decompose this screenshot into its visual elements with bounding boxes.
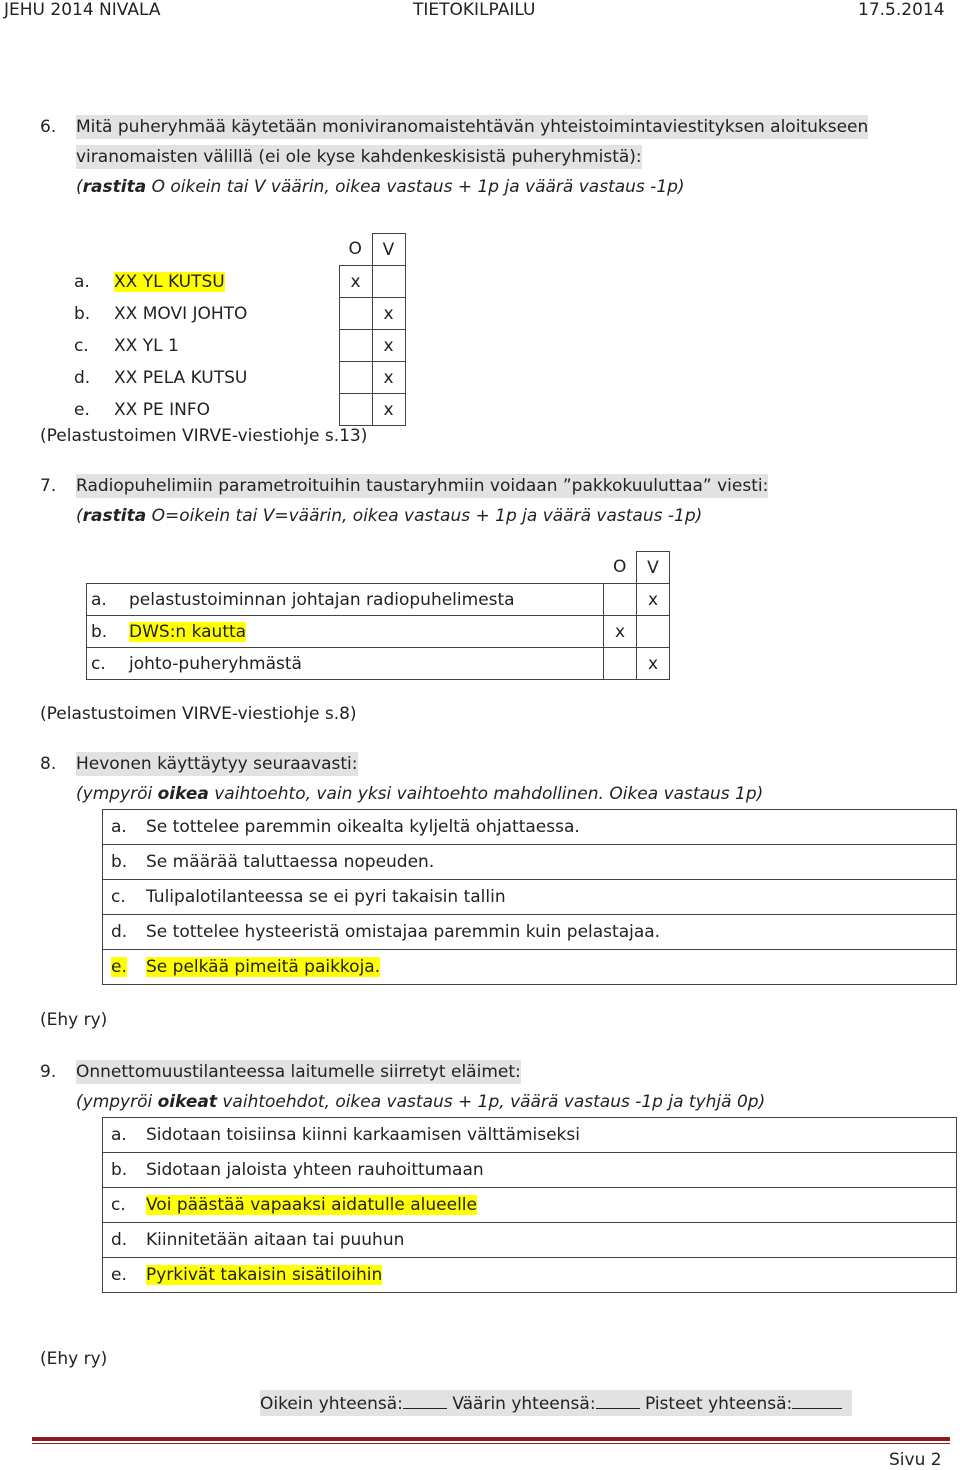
table-row: c. johto-puheryhmästä x — [87, 648, 670, 680]
q8-number: 8. — [40, 754, 57, 774]
total-correct-blank[interactable] — [403, 1392, 447, 1409]
q8-title: Hevonen käyttäytyy seuraavasti: — [76, 754, 358, 774]
total-points-blank[interactable] — [792, 1392, 842, 1409]
header-center: TIETOKILPAILU — [413, 0, 536, 20]
totals-bar — [260, 1390, 852, 1416]
q9-source: (Ehy ry) — [40, 1349, 108, 1369]
table-row: a. pelastustoiminnan johtajan radiopuhelimesta x — [87, 584, 670, 616]
q7-col-v: V — [637, 552, 670, 584]
q6-o-cell[interactable]: x — [339, 266, 372, 298]
q7-answer-table — [86, 551, 670, 680]
q7-o-cell[interactable] — [604, 584, 637, 616]
page-number: Sivu 2 — [889, 1450, 942, 1470]
q6-col-o: O — [348, 239, 362, 260]
total-wrong-label: Väärin yhteensä: — [452, 1394, 596, 1414]
list-item[interactable]: a. Sidotaan toisiinsa kiinni karkaamisen välttämiseksi — [103, 1118, 957, 1153]
q6-answer-table — [74, 233, 406, 426]
table-row: b. DWS:n kautta x — [87, 616, 670, 648]
q6-v-cell[interactable]: x — [372, 362, 405, 394]
list-item[interactable]: e. Pyrkivät takaisin sisätiloihin — [103, 1258, 957, 1293]
q6-v-cell[interactable]: x — [372, 298, 405, 330]
list-item[interactable]: b. Se määrää taluttaessa nopeuden. — [103, 845, 957, 880]
q6-instructions: (rastita O oikein tai V väärin, oikea vastaus + 1p ja väärä vastaus -1p) — [76, 177, 685, 197]
total-points-label: Pisteet yhteensä: — [644, 1394, 793, 1414]
q9-options-table — [102, 1117, 957, 1293]
q6-source: (Pelastustoimen VIRVE-viestiohje s.13) — [40, 426, 368, 446]
q6-v-cell[interactable]: x — [372, 330, 405, 362]
list-item[interactable]: d. Se tottelee hysteeristä omistajaa paremmin kuin pelastajaa. — [103, 915, 957, 950]
q9-number: 9. — [40, 1062, 57, 1082]
footer-rule-thick — [32, 1437, 950, 1441]
q7-v-cell[interactable]: x — [637, 648, 670, 680]
q7-number: 7. — [40, 476, 57, 496]
list-item[interactable]: a. Se tottelee paremmin oikealta kyljeltä ohjattaessa. — [103, 810, 957, 845]
q6-title-line1: Mitä puheryhmää käytetään moniviranomaistehtävän yhteistoimintaviestityksen aloitukseen — [76, 117, 869, 137]
q6-col-v: V — [372, 234, 405, 266]
q9-title: Onnettomuustilanteessa laitumelle siirretyt eläimet: — [76, 1062, 521, 1082]
q6-o-cell[interactable] — [339, 394, 372, 426]
list-item[interactable]: d. Kiinnitetään aitaan tai puuhun — [103, 1223, 957, 1258]
q7-col-o: O — [604, 552, 637, 584]
q6-title-line2: viranomaisten välillä (ei ole kyse kahdenkeskisistä puheryhmistä): — [76, 147, 642, 167]
q6-o-cell[interactable] — [339, 330, 372, 362]
q7-title: Radiopuhelimiin parametroituihin taustaryhmiin voidaan ”pakkokuuluttaa” viesti: — [76, 476, 769, 496]
q7-instructions: (rastita O=oikein tai V=väärin, oikea vastaus + 1p ja väärä vastaus -1p) — [76, 506, 703, 526]
total-wrong-blank[interactable] — [596, 1392, 640, 1409]
header-right: 17.5.2014 — [858, 0, 945, 20]
list-item[interactable]: c. Voi päästää vapaaksi aidatulle alueelle — [103, 1188, 957, 1223]
list-item[interactable]: c. Tulipalotilanteessa se ei pyri takaisin tallin — [103, 880, 957, 915]
table-row: c. XX YL 1 x — [74, 330, 405, 362]
q7-o-cell[interactable]: x — [604, 616, 637, 648]
q6-v-cell[interactable] — [372, 266, 405, 298]
table-row: b. XX MOVI JOHTO x — [74, 298, 405, 330]
total-correct-label: Oikein yhteensä: — [260, 1394, 403, 1414]
q6-o-cell[interactable] — [339, 298, 372, 330]
footer-rule-thin — [32, 1443, 950, 1444]
q8-source: (Ehy ry) — [40, 1010, 108, 1030]
q7-v-cell[interactable] — [637, 616, 670, 648]
q6-number: 6. — [40, 117, 57, 137]
list-item[interactable]: b. Sidotaan jaloista yhteen rauhoittumaan — [103, 1153, 957, 1188]
table-row: e. XX PE INFO x — [74, 394, 405, 426]
q9-instructions: (ympyröi oikeat vaihtoehdot, oikea vastaus + 1p, väärä vastaus -1p ja tyhjä 0p) — [76, 1092, 766, 1112]
table-row: a. XX YL KUTSU x — [74, 266, 405, 298]
q6-o-cell[interactable] — [339, 362, 372, 394]
list-item[interactable]: e. Se pelkää pimeitä paikkoja. — [103, 950, 957, 985]
q8-options-table — [102, 809, 957, 985]
q7-v-cell[interactable]: x — [637, 584, 670, 616]
header-left: JEHU 2014 NIVALA — [4, 0, 161, 20]
table-row: d. XX PELA KUTSU x — [74, 362, 405, 394]
q7-o-cell[interactable] — [604, 648, 637, 680]
q8-instructions: (ympyröi oikea vaihtoehto, vain yksi vaihtoehto mahdollinen. Oikea vastaus 1p) — [76, 784, 764, 804]
q6-v-cell[interactable]: x — [372, 394, 405, 426]
q7-source: (Pelastustoimen VIRVE-viestiohje s.8) — [40, 704, 357, 724]
